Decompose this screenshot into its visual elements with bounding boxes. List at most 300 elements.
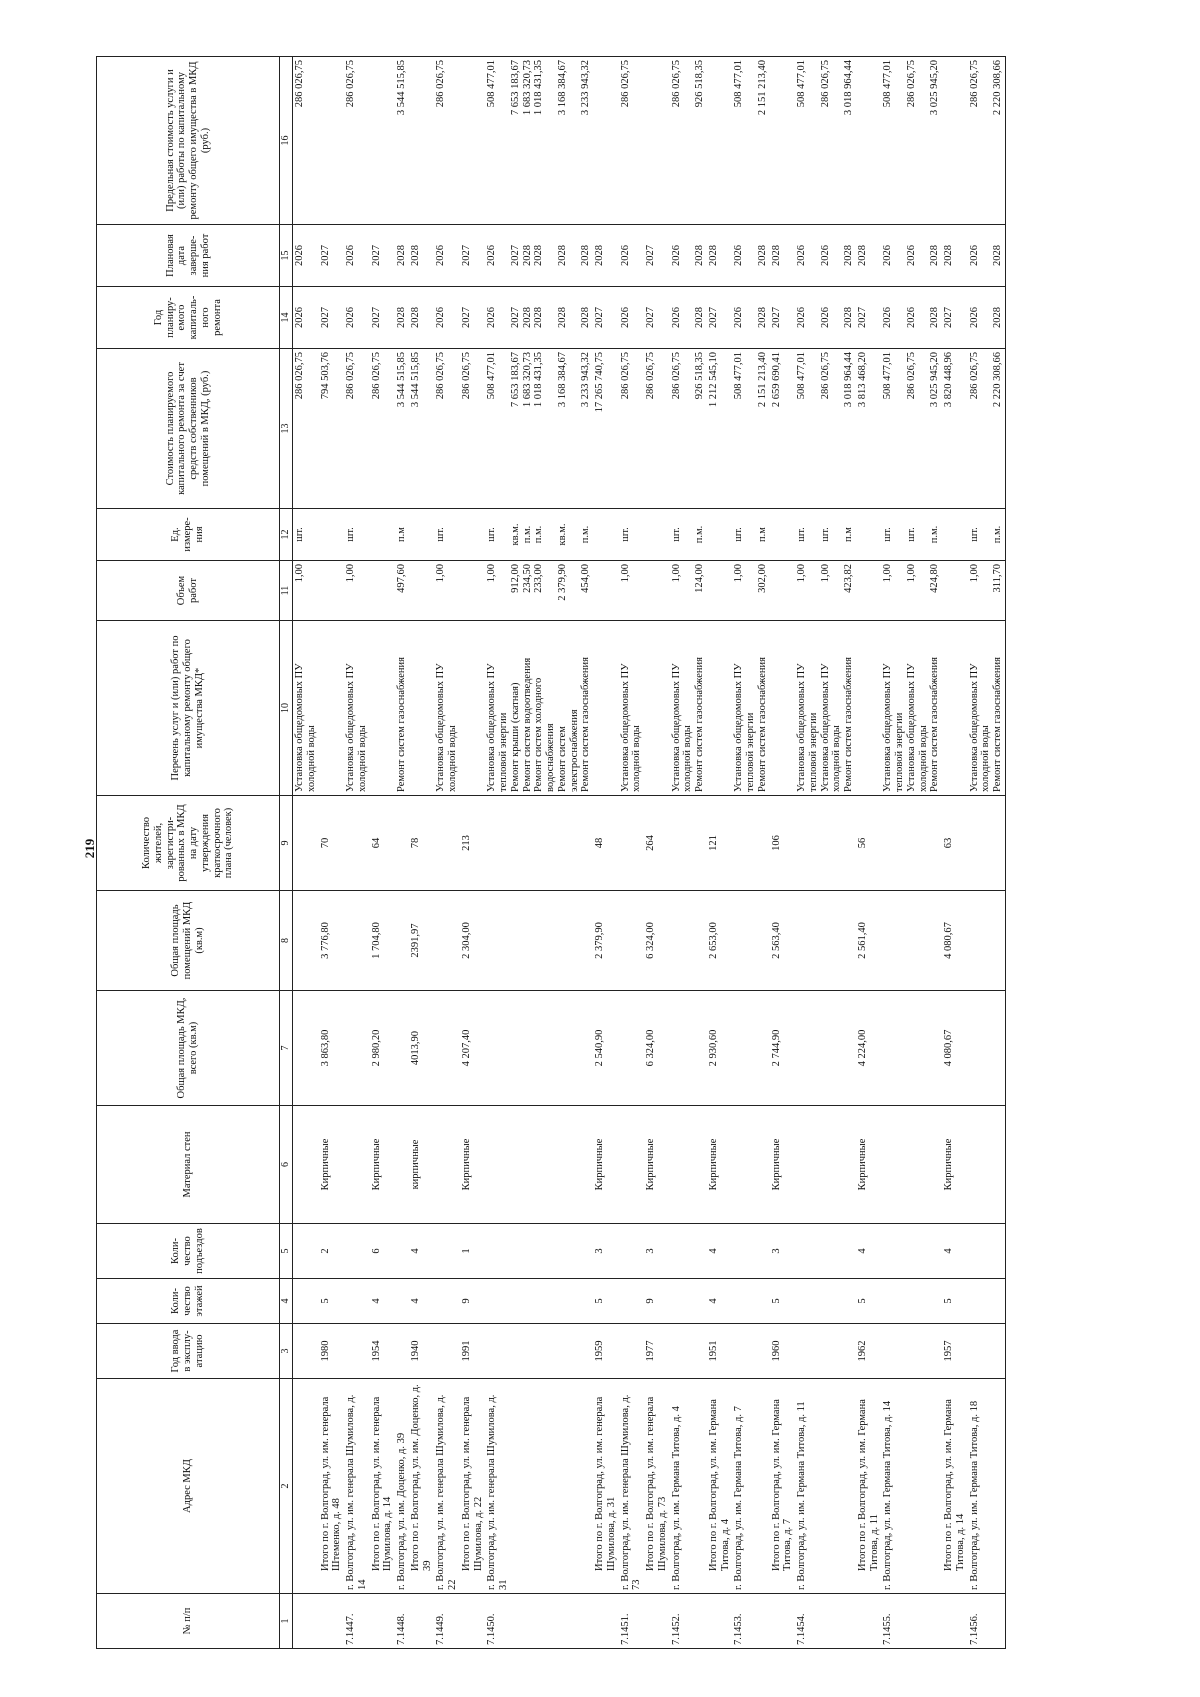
cell-line: 286 026,75	[294, 352, 305, 400]
unit	[293, 509, 319, 561]
column-number-7: 7	[280, 991, 293, 1106]
cell-line: Ремонт систем	[556, 726, 568, 792]
total-area	[409, 991, 435, 1106]
cell-line	[545, 512, 557, 557]
total-area	[881, 991, 942, 1106]
work-volume	[968, 561, 1006, 621]
cell-line: шт.	[796, 527, 807, 542]
works-list	[670, 621, 707, 796]
cell-text: 1980	[319, 1340, 331, 1362]
cell-text: 7.1454.	[796, 1613, 807, 1645]
floors-count	[707, 1279, 733, 1324]
cell-line: Установка общедомовых ПУ	[345, 663, 356, 792]
planned-cost	[942, 349, 968, 509]
entrances-count	[707, 1224, 733, 1279]
cell-line: 3 233 943,32	[580, 60, 592, 116]
floors-count	[968, 1279, 1006, 1324]
cell-text: 70	[319, 837, 331, 849]
cell-text: 2 653,00	[707, 922, 719, 959]
cell-line: 2028	[580, 307, 592, 328]
column-number-1: 1	[280, 1594, 293, 1649]
completion-date	[344, 225, 370, 287]
total-row	[942, 57, 968, 1649]
cell-line: 2026	[294, 245, 305, 266]
cell-text: 5	[594, 1298, 605, 1304]
cell-text: Кирпичные	[707, 1138, 719, 1191]
cell-line: 2027	[645, 245, 656, 266]
total-area	[942, 991, 968, 1106]
row-number	[670, 1594, 707, 1649]
row-number	[409, 1594, 435, 1649]
column-header-4: Коли-чество этажей	[97, 1279, 280, 1324]
premises-area	[968, 891, 1006, 991]
cell-line: Ремонт систем газоснабжения	[694, 657, 705, 792]
cell-line: 286 026,75	[460, 352, 472, 400]
cell-line: 2028	[396, 245, 407, 266]
total-area	[370, 991, 396, 1106]
entrances-count	[856, 1224, 882, 1279]
work-volume	[460, 561, 486, 621]
column-number-8: 8	[280, 891, 293, 991]
works-list	[856, 621, 882, 796]
cell-line: Ремонт систем газоснабжения	[756, 657, 768, 792]
max-cost	[434, 57, 460, 225]
cell-line: шт.	[294, 527, 305, 542]
cell-text: Кирпичные	[594, 1138, 605, 1191]
cell-text: г. Волгоград, ул. им. Германа Титова, д. 4	[670, 1406, 682, 1590]
cell-text: г. Волгоград, ул. им. генерала Шумилова, д. 31	[486, 1394, 509, 1590]
cell-line	[980, 290, 992, 345]
planned-cost	[460, 349, 486, 509]
planned-cost	[593, 349, 619, 509]
planned-cost	[881, 349, 942, 509]
planned-cost	[670, 349, 707, 509]
row-number	[881, 1594, 942, 1649]
cell-line: Установка общедомовых ПУ	[435, 663, 447, 792]
repair-year	[485, 287, 593, 349]
cell-line: 286 026,75	[670, 60, 682, 108]
work-row	[619, 57, 645, 1649]
cell-text: 6 324,00	[645, 922, 656, 959]
cell-line	[831, 290, 843, 345]
premises-area	[856, 891, 882, 991]
cell-text: г. Волгоград, ул. им. Германа Титова, д. 7	[733, 1406, 745, 1590]
address	[770, 1379, 796, 1594]
cell-line: 3 018 964,44	[843, 352, 854, 408]
cell-line: Ремонт систем холодного	[533, 677, 545, 792]
cell-line	[745, 564, 757, 617]
cell-line	[918, 512, 930, 557]
work-volume	[707, 561, 733, 621]
planned-cost	[968, 349, 1006, 509]
work-row	[732, 57, 769, 1649]
cell-line: 286 026,75	[345, 60, 356, 108]
cell-line	[918, 290, 930, 345]
residents-count	[293, 796, 319, 891]
cell-line: Установка общедомовых ПУ	[486, 663, 498, 792]
cell-text: 3	[770, 1248, 782, 1254]
cell-line: 2028	[396, 307, 407, 328]
cell-text: 1977	[645, 1340, 656, 1362]
cell-line: холодной воды	[682, 725, 694, 792]
cell-line: 2026	[968, 245, 980, 266]
commission-year	[344, 1324, 370, 1379]
commission-year	[732, 1324, 769, 1379]
address	[293, 1379, 319, 1594]
column-header-1: № п/п	[97, 1594, 280, 1649]
completion-date	[460, 225, 486, 287]
repair-year	[881, 287, 942, 349]
planned-cost	[770, 349, 796, 509]
cell-line: 1,00	[486, 564, 498, 583]
cell-line: Установка общедомовых ПУ	[670, 663, 682, 792]
unit	[881, 509, 942, 561]
cell-text: 2 563,40	[770, 922, 782, 959]
cell-line: шт.	[882, 527, 894, 542]
entrances-count	[795, 1224, 856, 1279]
cell-line: холодной воды	[980, 725, 992, 792]
total-area	[795, 991, 856, 1106]
works-list	[319, 621, 345, 796]
residents-count	[593, 796, 619, 891]
cell-line: 1,00	[435, 564, 447, 583]
work-row	[395, 57, 409, 1649]
cell-line: 3 820 448,96	[943, 352, 954, 408]
work-volume	[670, 561, 707, 621]
cell-line: 508 477,01	[882, 60, 894, 108]
cell-text: Итого по г. Волгоград, ул. им. генерала Шумилова, д. 73	[645, 1396, 668, 1571]
premises-area	[619, 891, 645, 991]
cell-line	[682, 290, 694, 345]
column-header-10: Перечень услуг и (или) работ по капитальному ремонту общего имущества МКД*	[97, 621, 280, 796]
cell-line: 1 212 545,10	[707, 352, 719, 408]
column-number-11: 11	[280, 561, 293, 621]
repair-year	[593, 287, 619, 349]
commission-year	[395, 1324, 409, 1379]
work-volume	[319, 561, 345, 621]
unit	[593, 509, 619, 561]
cell-line: шт.	[905, 527, 917, 542]
cell-line: 234,50	[521, 564, 533, 593]
cell-line: 2028	[409, 307, 421, 328]
column-number-5: 5	[280, 1224, 293, 1279]
column-number-10: 10	[280, 621, 293, 796]
cell-line: кв.м.	[509, 523, 521, 546]
premises-area	[485, 891, 593, 991]
column-number-6: 6	[280, 1106, 293, 1224]
max-cost	[968, 57, 1006, 225]
header-row	[97, 57, 280, 1649]
cell-line: Установка общедомовых ПУ	[796, 663, 807, 792]
cell-text: 2 379,90	[594, 922, 605, 959]
cell-text: г. Волгоград, ул. им. Германа Титова, д. 18	[968, 1400, 980, 1590]
cell-text: 9	[460, 1298, 472, 1304]
cell-line: 2026	[486, 245, 498, 266]
commission-year	[942, 1324, 968, 1379]
max-cost	[770, 57, 796, 225]
work-row	[485, 57, 593, 1649]
work-volume	[409, 561, 435, 621]
cell-text: 78	[409, 837, 421, 849]
address	[670, 1379, 707, 1594]
residents-count	[460, 796, 486, 891]
cell-line: 2028	[929, 245, 941, 266]
column-number-13: 13	[280, 349, 293, 509]
cell-line	[831, 564, 843, 617]
repair-year	[968, 287, 1006, 349]
work-row	[881, 57, 942, 1649]
commission-year	[644, 1324, 670, 1379]
cell-text: 3	[645, 1248, 656, 1254]
cell-line: шт.	[435, 527, 447, 542]
cell-line: 912,00	[509, 564, 521, 593]
cell-line	[498, 352, 510, 505]
cell-line	[545, 290, 557, 345]
cell-line: 2027	[370, 245, 382, 266]
total-row	[593, 57, 619, 1649]
column-header-16: Предельная стоимость услуги и (или) работы по капитальному ремонту общего имущества в МКД (руб.)	[97, 57, 280, 225]
cell-line: Установка общедомовых ПУ	[733, 663, 745, 792]
address	[881, 1379, 942, 1594]
cell-text: г. Волгоград, ул. им. генерала Шумилова, д. 73	[619, 1394, 643, 1590]
max-cost	[732, 57, 769, 225]
entrances-count	[409, 1224, 435, 1279]
cell-line: 286 026,75	[435, 352, 447, 400]
unit	[395, 509, 409, 561]
cell-line: 1,00	[905, 564, 917, 583]
column-header-15: Плановая дата заверше-ния работ	[97, 225, 280, 287]
cell-line: 2028	[943, 245, 954, 266]
total-area	[732, 991, 769, 1106]
wall-material	[460, 1106, 486, 1224]
completion-date	[319, 225, 345, 287]
work-row	[968, 57, 1006, 1649]
works-list	[942, 621, 968, 796]
address	[395, 1379, 409, 1594]
cell-text: 7.1453.	[733, 1613, 745, 1645]
planned-cost	[344, 349, 370, 509]
cell-line: 3 168 384,67	[556, 60, 568, 116]
cell-line	[682, 352, 694, 505]
cell-text: 5	[770, 1298, 782, 1304]
address	[344, 1379, 370, 1594]
cell-text: 4 080,67	[943, 1029, 954, 1067]
cell-line: 2026	[882, 307, 894, 328]
total-area	[485, 991, 593, 1106]
cell-line	[894, 512, 906, 557]
total-area	[593, 991, 619, 1106]
completion-date	[293, 225, 319, 287]
column-header-13: Стоимость планируемого капитального ремонта за счет средств собственников помещений в МКД, (руб.)	[97, 349, 280, 509]
cell-text: 1959	[594, 1340, 605, 1362]
cell-line: 2028	[521, 307, 533, 328]
premises-area	[319, 891, 345, 991]
completion-date	[795, 225, 856, 287]
residents-count	[619, 796, 645, 891]
cell-text: 4	[707, 1298, 719, 1304]
premises-area	[370, 891, 396, 991]
cell-line	[808, 290, 820, 345]
cell-line: 2026	[968, 307, 980, 328]
address	[434, 1379, 460, 1594]
wall-material	[770, 1106, 796, 1224]
repair-year	[344, 287, 370, 349]
cell-line: 454,00	[580, 564, 592, 593]
cell-line: 497,60	[396, 564, 407, 593]
works-list	[795, 621, 856, 796]
cell-line: 2026	[819, 245, 831, 266]
floors-count	[619, 1279, 645, 1324]
floors-count	[670, 1279, 707, 1324]
commission-year	[770, 1324, 796, 1379]
cell-text: 2 304,00	[460, 922, 472, 959]
max-cost	[395, 57, 409, 225]
cell-line: 508 477,01	[733, 352, 745, 400]
planned-cost	[293, 349, 319, 509]
row-number	[942, 1594, 968, 1649]
planned-cost	[485, 349, 593, 509]
cell-line: Установка общедомовых ПУ	[819, 663, 831, 792]
cell-line	[682, 564, 694, 617]
cell-line: 3 168 384,67	[556, 352, 568, 408]
address	[409, 1379, 435, 1594]
work-volume	[485, 561, 593, 621]
works-list	[770, 621, 796, 796]
floors-count	[644, 1279, 670, 1324]
cell-line: п.м.	[694, 525, 705, 544]
planned-cost	[795, 349, 856, 509]
floors-count	[593, 1279, 619, 1324]
cell-line: 2026	[435, 245, 447, 266]
row-number	[856, 1594, 882, 1649]
cell-line: п.м.	[521, 525, 533, 544]
planned-cost	[732, 349, 769, 509]
cell-line	[918, 352, 930, 505]
cell-line: 286 026,75	[619, 352, 631, 400]
cell-line: 2026	[733, 245, 745, 266]
floors-count	[732, 1279, 769, 1324]
cell-line	[569, 290, 581, 345]
residents-count	[732, 796, 769, 891]
cell-line: тепловой энергии	[745, 712, 756, 792]
premises-area	[593, 891, 619, 991]
address	[460, 1379, 486, 1594]
cell-text: 3 863,80	[319, 1029, 331, 1067]
total-row	[370, 57, 396, 1649]
address	[593, 1379, 619, 1594]
cell-line: 2026	[294, 307, 305, 328]
total-area	[644, 991, 670, 1106]
cell-line: 926 518,35	[694, 60, 705, 108]
works-list	[395, 621, 409, 796]
total-area	[619, 991, 645, 1106]
cell-line: Ремонт систем водоотведения	[521, 657, 533, 792]
cell-text: 7.1452.	[670, 1613, 682, 1645]
premises-area	[795, 891, 856, 991]
cell-text: Кирпичные	[943, 1138, 954, 1191]
cell-line: шт.	[733, 527, 745, 542]
cell-line: 2026	[486, 307, 498, 328]
premises-area	[460, 891, 486, 991]
cell-line: 2 151 213,40	[756, 60, 768, 116]
cell-text: 4 224,00	[856, 1029, 868, 1067]
planned-cost	[707, 349, 733, 509]
planned-cost	[619, 349, 645, 509]
cell-text: 4 207,40	[460, 1029, 472, 1067]
cell-text: 1962	[856, 1340, 868, 1362]
address	[370, 1379, 396, 1594]
cell-line: 2028	[929, 307, 941, 328]
residents-count	[434, 796, 460, 891]
cell-line	[745, 290, 757, 345]
floors-count	[293, 1279, 319, 1324]
cell-line: 508 477,01	[733, 60, 745, 108]
residents-count	[770, 796, 796, 891]
entrances-count	[370, 1224, 396, 1279]
address	[732, 1379, 769, 1594]
row-number	[370, 1594, 396, 1649]
cell-text: Кирпичные	[370, 1138, 382, 1191]
cell-line	[569, 564, 581, 617]
unit	[434, 509, 460, 561]
works-list	[370, 621, 396, 796]
work-row	[344, 57, 370, 1649]
cell-line	[745, 512, 757, 557]
residents-count	[707, 796, 733, 891]
cell-line: 2028	[533, 307, 545, 328]
cell-line	[682, 228, 694, 283]
row-number	[319, 1594, 345, 1649]
cell-line: 1 683 320,73	[521, 352, 533, 408]
total-area	[293, 991, 319, 1106]
residents-count	[409, 796, 435, 891]
residents-count	[485, 796, 593, 891]
completion-date	[395, 225, 409, 287]
cell-line	[894, 352, 906, 505]
cell-line	[894, 228, 906, 283]
unit	[856, 509, 882, 561]
cell-text: Итого по г. Волгоград, ул. им. генерала Штеменко, д. 48	[319, 1396, 343, 1571]
cell-text: 6	[370, 1248, 382, 1254]
commission-year	[881, 1324, 942, 1379]
total-row	[319, 57, 345, 1649]
cell-line: п.м.	[929, 525, 941, 544]
cell-line: 2026	[796, 307, 807, 328]
cell-text: 7.1455.	[882, 1613, 894, 1645]
max-cost	[293, 57, 319, 225]
cell-line	[545, 60, 557, 221]
cell-text: 1957	[943, 1340, 954, 1362]
row-number	[732, 1594, 769, 1649]
row-number	[344, 1594, 370, 1649]
wall-material	[293, 1106, 319, 1224]
cell-line: Ремонт систем газоснабжения	[843, 657, 854, 792]
cell-line: 286 026,75	[435, 60, 447, 108]
cell-line: 2026	[733, 307, 745, 328]
cell-line	[980, 60, 992, 221]
column-number-4: 4	[280, 1279, 293, 1324]
cell-line: 286 026,75	[294, 60, 305, 108]
max-cost	[485, 57, 593, 225]
works-list	[293, 621, 319, 796]
cell-line: шт.	[968, 527, 980, 542]
cell-line: 2027	[707, 307, 719, 328]
cell-line: 3 544 515,85	[396, 352, 407, 408]
cell-line: 508 477,01	[486, 352, 498, 400]
work-volume	[619, 561, 645, 621]
cell-line: 2027	[943, 307, 954, 328]
cell-text: 5	[856, 1298, 868, 1304]
